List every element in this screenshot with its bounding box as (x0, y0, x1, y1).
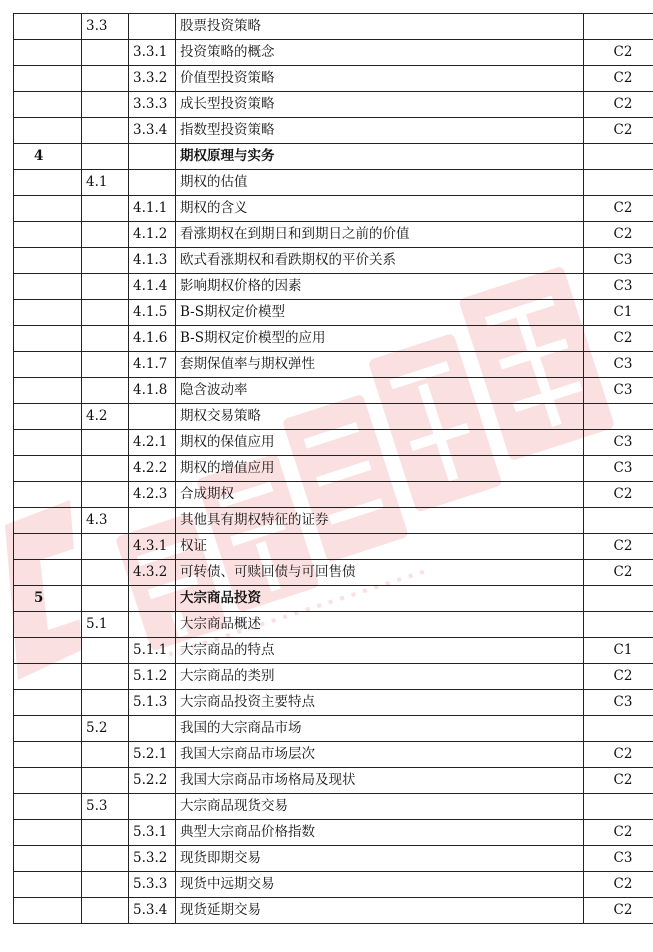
table-row (14, 118, 653, 144)
level-cell: C2 (584, 196, 653, 222)
topic-cell: 期权交易策略 (176, 404, 584, 430)
table-row (14, 430, 653, 456)
level-cell: C3 (584, 690, 653, 716)
table-row (14, 378, 653, 404)
topic-cell: 其他具有期权特征的证券 (176, 508, 584, 534)
subsection-cell (129, 586, 176, 612)
chapter-cell (14, 794, 82, 820)
chapter-cell (14, 326, 82, 352)
chapter-cell (14, 14, 82, 40)
subsection-cell: 4.3.2 (129, 560, 176, 586)
level-cell: C2 (584, 742, 653, 768)
subsection-cell: 4.2.3 (129, 482, 176, 508)
topic-cell: 期权的含义 (176, 196, 584, 222)
section-cell (82, 92, 129, 118)
level-cell: C2 (584, 482, 653, 508)
table-row (14, 456, 653, 482)
topic-cell: 影响期权价格的因素 (176, 274, 584, 300)
table-row (14, 612, 653, 638)
subsection-cell: 5.2.2 (129, 768, 176, 794)
topic-cell: 投资策略的概念 (176, 40, 584, 66)
topic-cell: 现货延期交易 (176, 898, 584, 924)
chapter-cell (14, 404, 82, 430)
chapter-cell (14, 456, 82, 482)
topic-cell: 可转债、可赎回债与可回售债 (176, 560, 584, 586)
topic-cell: 典型大宗商品价格指数 (176, 820, 584, 846)
section-cell (82, 66, 129, 92)
topic-cell: 大宗商品概述 (176, 612, 584, 638)
table-row (14, 40, 653, 66)
chapter-cell (14, 352, 82, 378)
section-cell (82, 664, 129, 690)
section-cell (82, 248, 129, 274)
table-row (14, 300, 653, 326)
chapter-row (14, 586, 653, 612)
chapter-cell (14, 222, 82, 248)
level-cell: C3 (584, 430, 653, 456)
section-cell (82, 40, 129, 66)
level-cell: C3 (584, 456, 653, 482)
table-row (14, 794, 653, 820)
subsection-cell: 4.1.6 (129, 326, 176, 352)
topic-cell: 指数型投资策略 (176, 118, 584, 144)
section-cell: 5.1 (82, 612, 129, 638)
section-cell: 4.3 (82, 508, 129, 534)
level-cell: C2 (584, 898, 653, 924)
subsection-cell: 4.3.1 (129, 534, 176, 560)
table-row (14, 742, 653, 768)
table-row (14, 66, 653, 92)
topic-cell: 大宗商品投资 (176, 586, 584, 612)
section-cell: 3.3 (82, 14, 129, 40)
section-cell: 5.3 (82, 794, 129, 820)
level-cell: C2 (584, 326, 653, 352)
table-row (14, 508, 653, 534)
section-cell (82, 586, 129, 612)
level-cell: C2 (584, 118, 653, 144)
subsection-cell (129, 170, 176, 196)
chapter-cell (14, 196, 82, 222)
subsection-cell (129, 612, 176, 638)
level-cell: C2 (584, 820, 653, 846)
chapter-cell (14, 66, 82, 92)
level-cell (584, 586, 653, 612)
table-row (14, 716, 653, 742)
topic-cell: 大宗商品现货交易 (176, 794, 584, 820)
subsection-cell: 5.3.3 (129, 872, 176, 898)
level-cell: C2 (584, 664, 653, 690)
chapter-cell (14, 690, 82, 716)
chapter-cell (14, 820, 82, 846)
chapter-cell (14, 664, 82, 690)
topic-cell: 现货即期交易 (176, 846, 584, 872)
subsection-cell: 4.1.4 (129, 274, 176, 300)
subsection-cell: 5.3.4 (129, 898, 176, 924)
level-cell (584, 144, 653, 170)
subsection-cell: 4.1.2 (129, 222, 176, 248)
chapter-cell (14, 638, 82, 664)
subsection-cell: 5.2.1 (129, 742, 176, 768)
chapter-cell (14, 300, 82, 326)
table-row (14, 638, 653, 664)
section-cell (82, 872, 129, 898)
section-cell (82, 898, 129, 924)
topic-cell: B-S期权定价模型的应用 (176, 326, 584, 352)
chapter-cell (14, 378, 82, 404)
level-cell: C1 (584, 300, 653, 326)
section-cell: 4.1 (82, 170, 129, 196)
chapter-cell: 4 (14, 144, 82, 170)
table-row (14, 404, 653, 430)
topic-cell: 股票投资策略 (176, 14, 584, 40)
level-cell (584, 404, 653, 430)
topic-cell: 期权的保值应用 (176, 430, 584, 456)
section-cell (82, 300, 129, 326)
topic-cell: 现货中远期交易 (176, 872, 584, 898)
level-cell (584, 14, 653, 40)
level-cell: C1 (584, 638, 653, 664)
table-row (14, 326, 653, 352)
topic-cell: 我国大宗商品市场格局及现状 (176, 768, 584, 794)
table-row (14, 768, 653, 794)
level-cell: C2 (584, 560, 653, 586)
subsection-cell: 5.1.1 (129, 638, 176, 664)
level-cell (584, 716, 653, 742)
syllabus-table-body (14, 14, 653, 924)
level-cell: C2 (584, 872, 653, 898)
subsection-cell: 4.1.8 (129, 378, 176, 404)
section-cell (82, 742, 129, 768)
chapter-cell (14, 170, 82, 196)
topic-cell: 成长型投资策略 (176, 92, 584, 118)
table-row (14, 352, 653, 378)
chapter-cell (14, 118, 82, 144)
table-row (14, 92, 653, 118)
section-cell (82, 846, 129, 872)
table-row (14, 820, 653, 846)
topic-cell: 期权的估值 (176, 170, 584, 196)
subsection-cell (129, 404, 176, 430)
section-cell (82, 222, 129, 248)
chapter-cell (14, 898, 82, 924)
table-row (14, 898, 653, 924)
topic-cell: B-S期权定价模型 (176, 300, 584, 326)
section-cell (82, 196, 129, 222)
topic-cell: 期权的增值应用 (176, 456, 584, 482)
level-cell (584, 170, 653, 196)
table-row (14, 170, 653, 196)
subsection-cell: 4.2.2 (129, 456, 176, 482)
subsection-cell: 3.3.3 (129, 92, 176, 118)
subsection-cell: 5.1.3 (129, 690, 176, 716)
section-cell (82, 144, 129, 170)
section-cell (82, 430, 129, 456)
topic-cell: 隐含波动率 (176, 378, 584, 404)
section-cell (82, 638, 129, 664)
section-cell (82, 352, 129, 378)
subsection-cell (129, 14, 176, 40)
table-row (14, 872, 653, 898)
topic-cell: 权证 (176, 534, 584, 560)
level-cell: C3 (584, 248, 653, 274)
topic-cell: 欧式看涨期权和看跌期权的平价关系 (176, 248, 584, 274)
chapter-cell (14, 534, 82, 560)
section-cell (82, 326, 129, 352)
chapter-cell (14, 716, 82, 742)
subsection-cell (129, 716, 176, 742)
section-cell (82, 820, 129, 846)
topic-cell: 大宗商品的特点 (176, 638, 584, 664)
subsection-cell: 5.3.1 (129, 820, 176, 846)
table-row (14, 846, 653, 872)
section-cell (82, 456, 129, 482)
topic-cell: 大宗商品的类别 (176, 664, 584, 690)
level-cell (584, 794, 653, 820)
table-row (14, 222, 653, 248)
section-cell (82, 118, 129, 144)
table-row (14, 196, 653, 222)
subsection-cell: 3.3.1 (129, 40, 176, 66)
subsection-cell (129, 508, 176, 534)
level-cell: C3 (584, 846, 653, 872)
level-cell: C2 (584, 92, 653, 118)
chapter-cell (14, 872, 82, 898)
subsection-cell: 5.3.2 (129, 846, 176, 872)
topic-cell: 价值型投资策略 (176, 66, 584, 92)
subsection-cell: 4.2.1 (129, 430, 176, 456)
syllabus-table (13, 13, 653, 924)
level-cell: C3 (584, 274, 653, 300)
chapter-cell (14, 92, 82, 118)
table-row (14, 274, 653, 300)
chapter-cell (14, 612, 82, 638)
section-cell: 4.2 (82, 404, 129, 430)
chapter-cell (14, 560, 82, 586)
level-cell: C2 (584, 222, 653, 248)
level-cell: C3 (584, 378, 653, 404)
section-cell (82, 534, 129, 560)
subsection-cell: 4.1.3 (129, 248, 176, 274)
section-cell: 5.2 (82, 716, 129, 742)
level-cell: C2 (584, 768, 653, 794)
chapter-cell: 5 (14, 586, 82, 612)
topic-cell: 合成期权 (176, 482, 584, 508)
section-cell (82, 768, 129, 794)
table-row (14, 560, 653, 586)
section-cell (82, 274, 129, 300)
chapter-cell (14, 846, 82, 872)
chapter-cell (14, 742, 82, 768)
chapter-cell (14, 482, 82, 508)
chapter-cell (14, 40, 82, 66)
level-cell: C2 (584, 534, 653, 560)
level-cell (584, 508, 653, 534)
section-cell (82, 560, 129, 586)
subsection-cell: 4.1.7 (129, 352, 176, 378)
level-cell: C2 (584, 40, 653, 66)
chapter-cell (14, 768, 82, 794)
table-row (14, 664, 653, 690)
topic-cell: 看涨期权在到期日和到期日之前的价值 (176, 222, 584, 248)
topic-cell: 我国大宗商品市场层次 (176, 742, 584, 768)
subsection-cell: 4.1.1 (129, 196, 176, 222)
subsection-cell (129, 144, 176, 170)
table-row (14, 482, 653, 508)
chapter-cell (14, 430, 82, 456)
section-cell (82, 482, 129, 508)
level-cell: C3 (584, 352, 653, 378)
subsection-cell (129, 794, 176, 820)
chapter-row (14, 144, 653, 170)
chapter-cell (14, 248, 82, 274)
table-row (14, 534, 653, 560)
level-cell (584, 612, 653, 638)
chapter-cell (14, 508, 82, 534)
table-row (14, 248, 653, 274)
table-row (14, 690, 653, 716)
section-cell (82, 690, 129, 716)
level-cell: C2 (584, 66, 653, 92)
topic-cell: 套期保值率与期权弹性 (176, 352, 584, 378)
subsection-cell: 3.3.2 (129, 66, 176, 92)
subsection-cell: 5.1.2 (129, 664, 176, 690)
subsection-cell: 4.1.5 (129, 300, 176, 326)
topic-cell: 大宗商品投资主要特点 (176, 690, 584, 716)
table-row (14, 14, 653, 40)
topic-cell: 我国的大宗商品市场 (176, 716, 584, 742)
subsection-cell: 3.3.4 (129, 118, 176, 144)
topic-cell: 期权原理与实务 (176, 144, 584, 170)
section-cell (82, 378, 129, 404)
chapter-cell (14, 274, 82, 300)
